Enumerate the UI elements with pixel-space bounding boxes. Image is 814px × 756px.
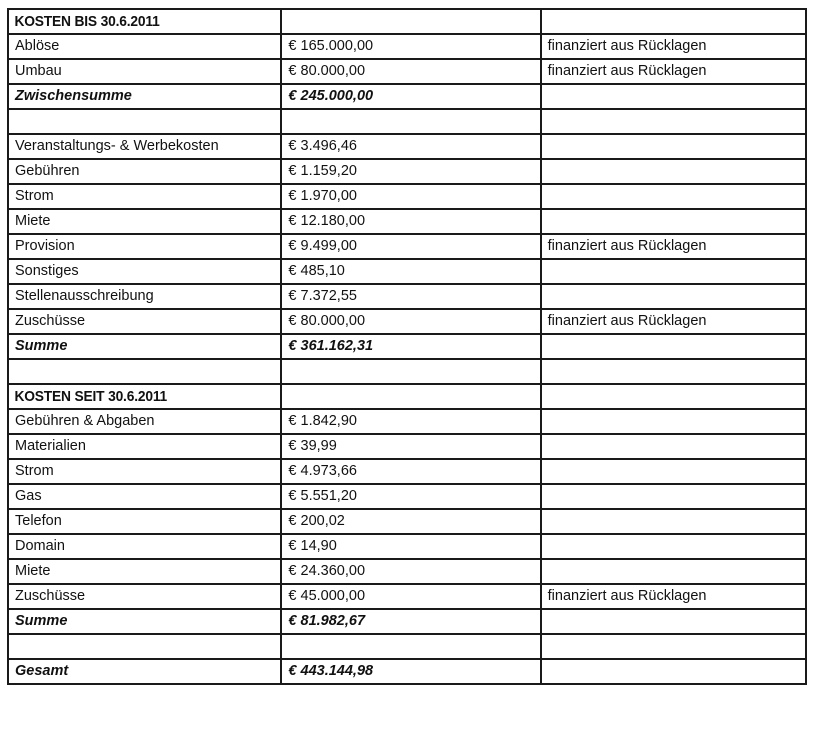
total-row (8, 334, 806, 359)
label-cell: Zwischensumme (8, 84, 281, 109)
note-cell: finanziert aus Rücklagen (541, 59, 806, 84)
note-cell (541, 284, 806, 309)
note-cell (541, 184, 806, 209)
note-cell (541, 109, 806, 134)
table-row (8, 584, 806, 609)
amount-cell: € 245.000,00 (281, 84, 540, 109)
table-row (8, 434, 806, 459)
table-row (8, 184, 806, 209)
table-row (8, 259, 806, 284)
amount-cell (281, 9, 540, 34)
note-cell (541, 434, 806, 459)
total-row (8, 609, 806, 634)
note-cell (541, 659, 806, 684)
label-cell (8, 109, 281, 134)
note-cell (541, 359, 806, 384)
amount-cell: € 485,10 (281, 259, 540, 284)
amount-cell: € 4.973,66 (281, 459, 540, 484)
note-cell (541, 534, 806, 559)
note-cell (541, 559, 806, 584)
amount-cell: € 1.842,90 (281, 409, 540, 434)
amount-cell: € 80.000,00 (281, 309, 540, 334)
amount-cell: € 443.144,98 (281, 659, 540, 684)
note-cell (541, 9, 806, 34)
label-cell: Summe (8, 334, 281, 359)
note-cell (541, 634, 806, 659)
label-cell: Domain (8, 534, 281, 559)
label-cell: Stellenausschreibung (8, 284, 281, 309)
label-cell: Zuschüsse (8, 584, 281, 609)
table-row (8, 134, 806, 159)
label-cell: Gas (8, 484, 281, 509)
table-row (8, 309, 806, 334)
total-row (8, 659, 806, 684)
label-cell (8, 359, 281, 384)
amount-cell (281, 384, 540, 409)
label-cell: KOSTEN SEIT 30.6.2011 (8, 384, 260, 409)
note-cell: finanziert aus Rücklagen (541, 584, 806, 609)
note-cell (541, 259, 806, 284)
cost-table-body (8, 9, 806, 684)
amount-cell: € 45.000,00 (281, 584, 540, 609)
spacer-row (8, 359, 806, 384)
note-cell (541, 134, 806, 159)
note-cell (541, 484, 806, 509)
total-row (8, 84, 806, 109)
label-cell: Gesamt (8, 659, 281, 684)
amount-cell: € 81.982,67 (281, 609, 540, 634)
table-row (8, 459, 806, 484)
note-cell (541, 84, 806, 109)
table-row (8, 534, 806, 559)
spacer-row (8, 634, 806, 659)
label-cell: KOSTEN BIS 30.6.2011 (8, 9, 260, 34)
amount-cell: € 200,02 (281, 509, 540, 534)
amount-cell: € 5.551,20 (281, 484, 540, 509)
label-cell: Gebühren & Abgaben (8, 409, 281, 434)
label-cell: Strom (8, 184, 281, 209)
label-cell: Summe (8, 609, 281, 634)
label-cell: Telefon (8, 509, 281, 534)
cost-table (7, 8, 807, 685)
amount-cell (281, 359, 540, 384)
table-row (8, 509, 806, 534)
note-cell (541, 409, 806, 434)
note-cell (541, 509, 806, 534)
label-cell (8, 634, 281, 659)
amount-cell (281, 109, 540, 134)
label-cell: Sonstiges (8, 259, 281, 284)
amount-cell: € 80.000,00 (281, 59, 540, 84)
table-row (8, 159, 806, 184)
amount-cell (281, 634, 540, 659)
label-cell: Miete (8, 559, 281, 584)
amount-cell: € 12.180,00 (281, 209, 540, 234)
section-header-row (8, 9, 806, 34)
note-cell (541, 384, 806, 409)
section-header-row (8, 384, 806, 409)
note-cell (541, 459, 806, 484)
amount-cell: € 165.000,00 (281, 34, 540, 59)
spacer-row (8, 109, 806, 134)
amount-cell: € 361.162,31 (281, 334, 540, 359)
label-cell: Ablöse (8, 34, 281, 59)
table-row (8, 284, 806, 309)
amount-cell: € 7.372,55 (281, 284, 540, 309)
table-row (8, 209, 806, 234)
note-cell: finanziert aus Rücklagen (541, 34, 806, 59)
label-cell: Umbau (8, 59, 281, 84)
amount-cell: € 1.159,20 (281, 159, 540, 184)
amount-cell: € 1.970,00 (281, 184, 540, 209)
table-row (8, 59, 806, 84)
amount-cell: € 14,90 (281, 534, 540, 559)
table-row (8, 484, 806, 509)
label-cell: Materialien (8, 434, 281, 459)
amount-cell: € 24.360,00 (281, 559, 540, 584)
note-cell (541, 159, 806, 184)
label-cell: Provision (8, 234, 281, 259)
note-cell (541, 609, 806, 634)
label-cell: Strom (8, 459, 281, 484)
label-cell: Veranstaltungs- & Werbekosten (8, 134, 281, 159)
table-row (8, 409, 806, 434)
cost-sheet (7, 8, 807, 685)
amount-cell: € 9.499,00 (281, 234, 540, 259)
amount-cell: € 39,99 (281, 434, 540, 459)
label-cell: Gebühren (8, 159, 281, 184)
table-row (8, 34, 806, 59)
label-cell: Miete (8, 209, 281, 234)
label-cell: Zuschüsse (8, 309, 281, 334)
amount-cell: € 3.496,46 (281, 134, 540, 159)
table-row (8, 234, 806, 259)
note-cell (541, 334, 806, 359)
note-cell (541, 209, 806, 234)
note-cell: finanziert aus Rücklagen (541, 309, 806, 334)
note-cell: finanziert aus Rücklagen (541, 234, 806, 259)
table-row (8, 559, 806, 584)
